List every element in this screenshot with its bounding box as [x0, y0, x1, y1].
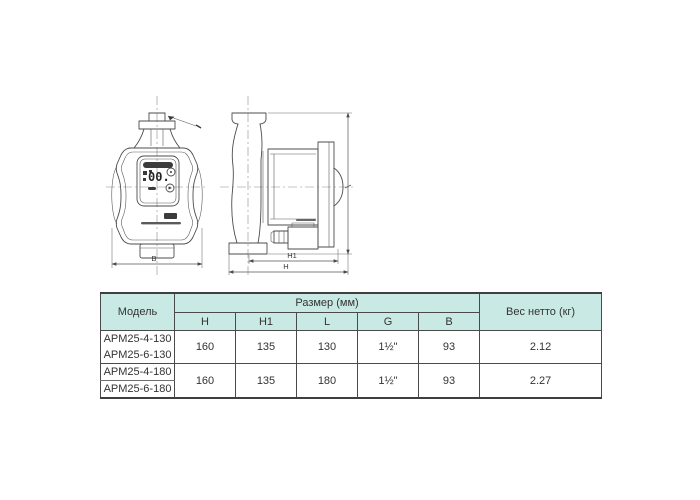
col-header-size-group: Размер (мм)	[175, 293, 480, 313]
col-header-g: G	[358, 313, 419, 331]
brand-logo-bar	[143, 162, 173, 168]
dimension-h1	[249, 249, 338, 264]
model-name: APM25-4-180	[101, 364, 175, 381]
dim-label-b: B	[151, 254, 157, 263]
value-h: 160	[175, 364, 236, 399]
front-left-ear	[112, 166, 117, 224]
status-icon	[143, 178, 146, 181]
display-value: 00.	[148, 170, 170, 184]
col-header-weight: Вес нетто (кг)	[480, 293, 602, 331]
table-header-row	[101, 293, 602, 313]
table-row	[101, 364, 602, 381]
pump-side-view	[220, 96, 356, 277]
col-header-h1: H1	[236, 313, 297, 331]
side-top-port	[232, 113, 266, 124]
model-name: APM25-6-180	[101, 381, 175, 399]
value-h1: 135	[236, 331, 297, 364]
series-badge	[164, 213, 177, 219]
motor-end-plate	[318, 142, 334, 247]
rating-text-mark	[296, 219, 316, 221]
value-weight: 2.27	[480, 364, 602, 399]
table-row	[101, 331, 602, 348]
value-h: 160	[175, 331, 236, 364]
dimension-vertical	[268, 113, 352, 254]
value-b: 93	[419, 331, 480, 364]
value-l: 130	[297, 331, 358, 364]
value-b: 93	[419, 364, 480, 399]
terminal-box	[271, 219, 318, 249]
value-g: 1½"	[358, 364, 419, 399]
power-bar-icon	[148, 187, 156, 190]
col-header-model: Модель	[101, 293, 175, 331]
value-h1: 135	[236, 364, 297, 399]
dimensions-table	[100, 292, 602, 399]
col-header-b: B	[419, 313, 480, 331]
col-header-h: H	[175, 313, 236, 331]
col-header-l: L	[297, 313, 358, 331]
model-name: APM25-6-130	[101, 347, 175, 364]
value-weight: 2.12	[480, 331, 602, 364]
tagline-text-mark	[141, 222, 181, 224]
dim-label-h1: H1	[287, 251, 297, 260]
side-pump-housing	[232, 124, 262, 243]
thread-leader-line	[168, 116, 201, 128]
control-panel	[137, 156, 181, 224]
value-g: 1½"	[358, 331, 419, 364]
pump-front-view	[106, 96, 208, 277]
mode-icon	[143, 171, 147, 175]
value-l: 180	[297, 364, 358, 399]
cable-gland	[271, 231, 288, 243]
model-name: APM25-4-130	[101, 331, 175, 348]
dim-label-h: H	[283, 262, 289, 271]
front-right-ear	[197, 166, 202, 224]
